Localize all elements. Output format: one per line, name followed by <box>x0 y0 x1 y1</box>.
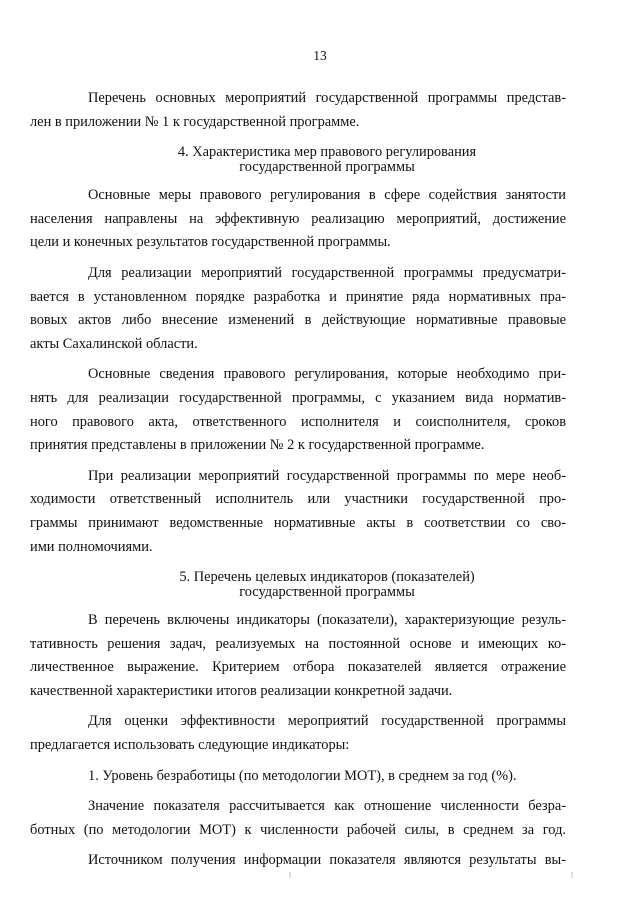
text-line: предлагается использовать следующие индикаторы: <box>30 737 350 754</box>
page-content <box>30 87 566 880</box>
text-line: качественной характеристики итогов реализации конкретной задачи. <box>30 682 453 699</box>
section-4-paragraph <box>30 184 566 255</box>
page-number: 13 <box>313 48 327 63</box>
text-line: тативность решения задач, реализуемых на постоянной основе и имеющих ко- <box>30 635 566 652</box>
section-5-paragraph <box>30 795 566 842</box>
text-line: акты Сахалинской области. <box>30 335 198 352</box>
text-line: населения направлены на эффективную реализацию мероприятий, достижение <box>30 210 566 227</box>
text-line: вовых актов либо внесение изменений в действующие нормативные правовые <box>30 312 566 329</box>
section-4-paragraph <box>30 465 566 559</box>
text-line: 1. Уровень безработицы (по методологии МОТ), в среднем за год (%). <box>88 767 517 784</box>
text-line: Основные меры правового регулирования в сфере содействия занятости <box>88 187 566 204</box>
text-line: граммы принимают ведомственные нормативные акты в соответствии со сво- <box>30 514 566 531</box>
text-line: ими полномочиями. <box>30 538 153 555</box>
text-line: Для оценки эффективности мероприятий государственной программы <box>88 713 566 730</box>
text-line: Значение показателя рассчитывается как отношение численности безра- <box>88 798 566 815</box>
text-line: Основные сведения правового регулирования, которые необходимо при- <box>88 366 566 383</box>
text-line: ходимости ответственный исполнитель или участники государственной про- <box>30 491 566 508</box>
text-line: Перечень основных мероприятий государственной программы представ- <box>88 90 566 106</box>
section-5-heading-line: государственной программы <box>239 584 415 601</box>
section-4-paragraph <box>30 262 566 356</box>
section-4-heading-line: государственной программы <box>239 159 415 176</box>
section-5-paragraph <box>88 765 566 789</box>
text-line: Для реализации мероприятий государственной программы предусматри- <box>88 264 566 281</box>
section-4-heading-line: 4. Характеристика мер правового регулирования <box>177 144 477 161</box>
text-line: личественное выражение. Критерием отбора показателей является отражение <box>30 659 566 676</box>
section-5-heading-line: 5. Перечень целевых индикаторов (показателей) <box>179 569 475 586</box>
text-line: вается в установленном порядке разработка и принятие ряда нормативных пра- <box>30 288 566 305</box>
text-line: При реализации мероприятий государственной программы по мере необ- <box>88 467 566 484</box>
text-line: В перечень включены индикаторы (показатели), характеризующие резуль- <box>88 612 566 629</box>
section-5-paragraph <box>30 710 566 757</box>
text-line: лен в приложении № 1 к государственной программе. <box>30 113 360 130</box>
section-5-heading <box>88 570 566 600</box>
text-line: цели и конечных результатов государственной программы. <box>30 234 391 251</box>
text-line: Источником получения информации показателя являются результаты вы- <box>88 852 566 869</box>
text-line: нять для реализации государственной программы, с указанием вида норматив- <box>30 389 566 406</box>
text-line: ботных (по методологии МОТ) к численности рабочей силы, в среднем за год. <box>30 821 566 838</box>
section-5-paragraph <box>30 609 566 703</box>
section-5-paragraph <box>88 849 566 873</box>
intro-paragraph <box>30 87 566 134</box>
text-line: принятия представлены в приложении № 2 к государственной программе. <box>30 437 485 454</box>
text-line: ного правового акта, ответственного исполнителя и соисполнителя, сроков <box>30 413 566 430</box>
section-4-heading <box>88 145 566 175</box>
section-4-paragraph <box>30 363 566 457</box>
